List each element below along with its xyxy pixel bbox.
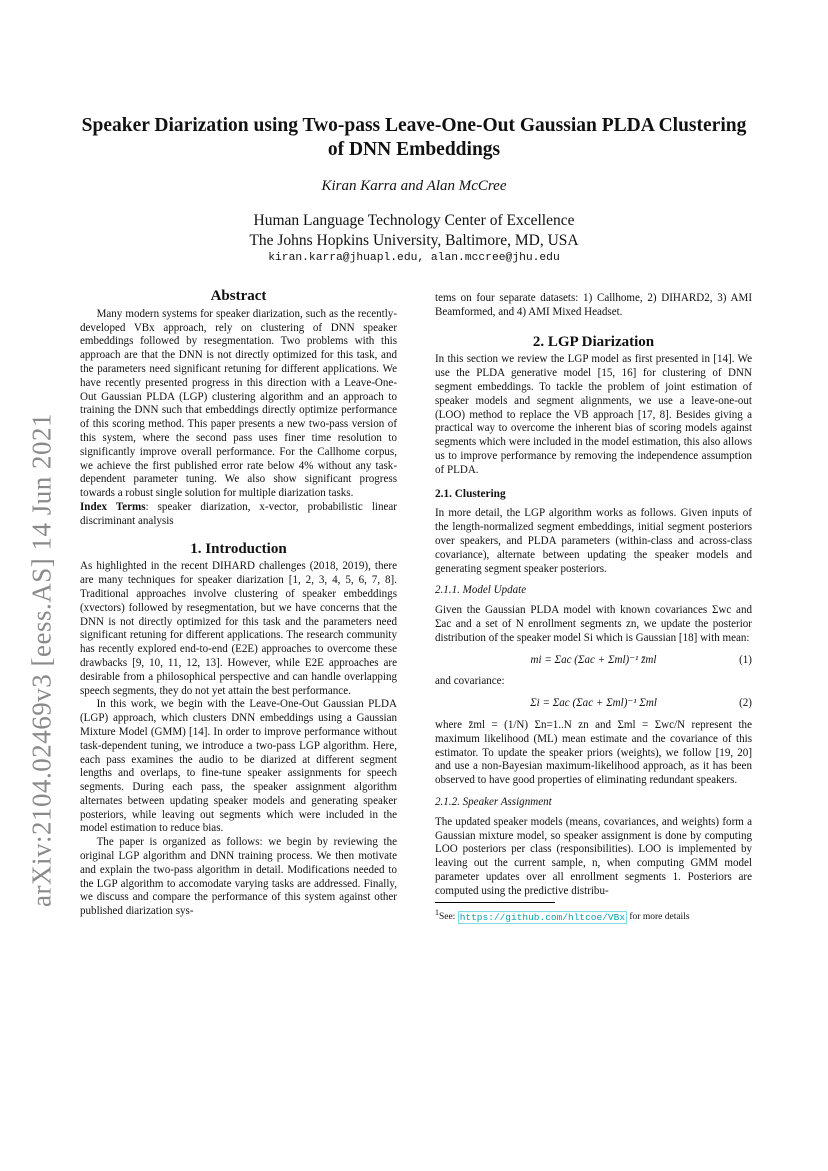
- footnote-suffix: for more details: [627, 912, 690, 923]
- speaker-assignment-heading: 2.1.2. Speaker Assignment: [435, 795, 552, 808]
- affiliation: [0, 211, 828, 251]
- equation-1: [435, 654, 752, 668]
- intro-heading: 1. Introduction: [190, 540, 287, 557]
- and-covariance-text: and covariance:: [435, 675, 505, 688]
- intro-paragraph-1: As highlighted in the recent DIHARD challenges (2018, 2019), there are many techniques for speaker diarization [1, 2, 3, 4, 5, 6, 7, 8]. Traditional approaches involve clustering of speaker embeddings (xvectors) followed by resegmentation, but we have concerns that the DNN is not directly optimized for this task and the parameters need significant retuning for different applications. The research community has recently explored end-to-end (E2E) approaches to overcome these drawbacks [9, 10, 11, 12, 13]. However, while E2E approaches are desirable from a philosophical perspective and can handle overlapping speech segments, they do not yet attain the best performance.: [80, 560, 397, 697]
- author-emails: kiran.karra@jhuapl.edu, alan.mccree@jhu.edu: [268, 252, 560, 264]
- right-column: [435, 292, 752, 925]
- equation-2-body: Σi = Σac (Σac + Σml)⁻¹ Σml: [530, 697, 657, 710]
- arxiv-id: arXiv:2104.02469v3 [eess.AS] 14 Jun 2021: [26, 413, 57, 907]
- affiliation-line-1: Human Language Technology Center of Excellence: [253, 212, 575, 229]
- index-terms-text: : speaker diarization, x-vector, probabilistic linear discriminant analysis: [80, 500, 397, 527]
- abstract-text: Many modern systems for speaker diarization, such as the recently-developed VBx approach, rely on clustering of DNN speaker embeddings followed by resegmentation. Two problems with this approach are that the DNN is not directly optimized for this task, and the parameters need significant retuning for different applications. We have recently presented progress in this direction with a Leave-One-Out Gaussian PLDA (LGP) clustering algorithm and an approach to training the DNN such that embeddings directly optimize performance of this scoring method. This paper presents a new two-pass version of this system, where the second pass uses finer time resolution to significantly improve overall performance. For the Callhome corpus, we achieve the first published error rate below 4% without any task-dependent parameter tuning. We also show significant progress towards a robust single solution for multiple diarization tasks.: [80, 307, 397, 500]
- intro-paragraph-3: The paper is organized as follows: we begin by reviewing the original LGP algorithm and DNN training process. We then motivate and explain the two-pass algorithm in detail. Modifications needed to the LGP algorithm to accomodate varying tasks are addressed. Finally, we discuss and compare the performance of this system against other published diarization sys-: [80, 836, 397, 918]
- abstract-heading: Abstract: [210, 288, 267, 304]
- lgp-heading: 2. LGP Diarization: [532, 333, 655, 350]
- paper-title: Speaker Diarization using Two-pass Leave-One-Out Gaussian PLDA Clustering of DNN Embeddings: [81, 115, 747, 160]
- footnote-link[interactable]: https://github.com/hltcoe/VBx: [459, 911, 626, 923]
- arxiv-sidebar: [22, 360, 62, 960]
- clustering-paragraph: In more detail, the LGP algorithm works as follows. Given inputs of the length-normalized segment embeddings, initial segment posteriors over speakers, and PLDA parameters (within-class and across-class covariance), alternate between updating the speaker models and generating segment speaker posteriors.: [435, 507, 752, 575]
- speaker-assignment-paragraph: The updated speaker models (means, covariances, and weights) form a Gaussian mixture model, so speaker assignment is done by computing LOO posteriors per class (responsibilities). LOO is implemented by leaving out the current sample, n, when computing GMM model parameter updates over all enrollment segments 1. Posteriors are computed using the predictive distribu-: [435, 815, 752, 897]
- footnote-prefix: See:: [438, 912, 458, 923]
- equation-1-number: (1): [739, 653, 752, 666]
- equation-1-body: mi = Σac (Σac + Σml)⁻¹ z̄ml: [530, 653, 657, 666]
- affiliation-line-2: The Johns Hopkins University, Baltimore, MD, USA: [249, 232, 579, 249]
- continued-text: tems on four separate datasets: 1) Callhome, 2) DIHARD2, 3) AMI Beamformed, and 4) AMI Mixed Headset.: [435, 292, 752, 318]
- index-terms-label: Index Terms: [80, 500, 146, 513]
- footnote: [435, 906, 752, 925]
- model-update-paragraph: Given the Gaussian PLDA model with known covariances Σwc and Σac and a set of N enrollment segments zn, we update the posterior distribution of the speaker model Si which is Gaussian [18] with mean:: [435, 604, 752, 644]
- index-terms: [80, 501, 397, 529]
- footnote-rule: [435, 902, 555, 903]
- equation-2-number: (2): [739, 697, 752, 710]
- paper-authors: Kiran Karra and Alan McCree: [321, 178, 507, 194]
- left-column: [80, 290, 397, 919]
- model-update-heading: 2.1.1. Model Update: [435, 584, 527, 597]
- model-update-paragraph-2: where z̄ml = (1/N) Σn=1..N zn and Σml = Σwc/N represent the maximum likelihood (ML) mean estimate and the covariance of this estimator. To update the speaker priors (weights), we follow [19, 20] and use a non-Bayesian maximum-likelihood approach, as it has been observed to have good properties of eliminating redundant speakers.: [435, 718, 752, 787]
- clustering-heading: 2.1. Clustering: [435, 487, 506, 500]
- footnote-mark: 1: [435, 908, 439, 918]
- intro-paragraph-2: In this work, we begin with the Leave-One-Out Gaussian PLDA (LGP) approach, which clusters DNN embeddings using a Gaussian Mixture Model (GMM) [14]. In order to improve performance without task-dependent tuning, we introduce a two-pass LGP algorithm. Here, each pass examines the audio to be diarized at different segment lengths and overlaps, to fine-tune speaker assignments for speech segments. During each pass, the speaker assignment algorithm alternates between updating speaker models and generating speaker posteriors, while leaving out segments which were included in the model estimation to reduce bias.: [80, 698, 397, 835]
- equation-2: [435, 697, 752, 711]
- lgp-paragraph: In this section we review the LGP model as first presented in [14]. We use the PLDA generative model [15, 16] for clustering of DNN segment embeddings. To tackle the problem of joint estimation of speaker models and segment alignments, we use a leave-one-out (LOO) method to replace the VB approach [17, 8]. Besides giving a practical way to overcome the inherent bias of scoring models against segments which were included in the model estimation, this also allows us to improve performance by removing the independence assumption of PLDA.: [435, 353, 752, 476]
